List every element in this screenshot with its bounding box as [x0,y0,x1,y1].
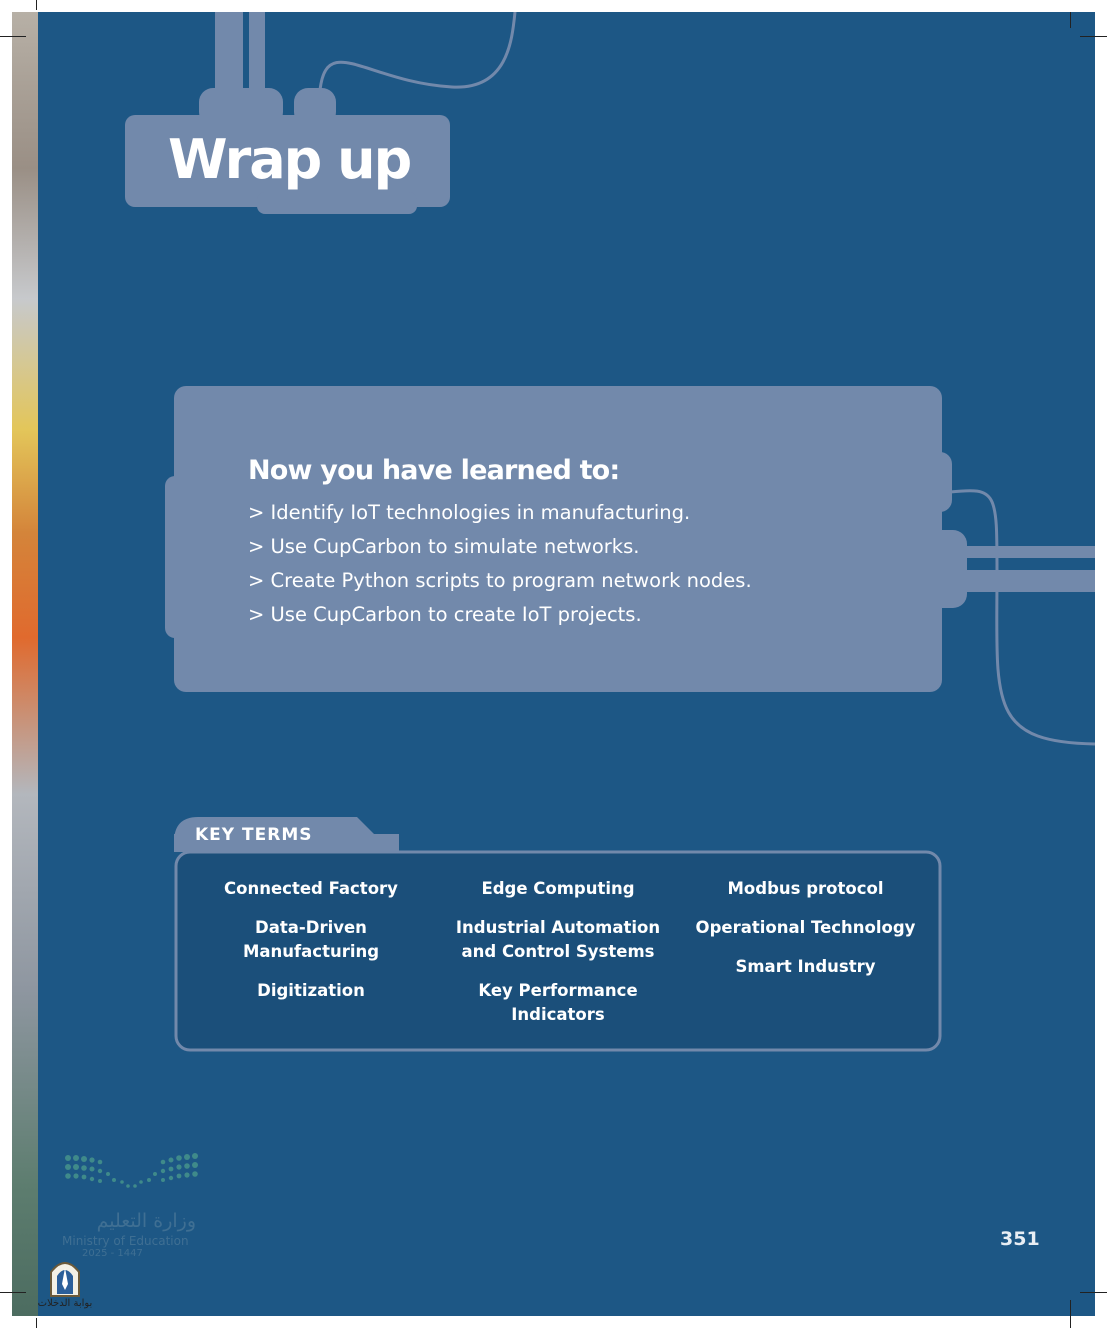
logo-arabic-text: وزارة التعليم [96,1210,196,1232]
crop-mark [1070,12,1071,28]
crop-mark [1070,1300,1071,1328]
logo-years-text: 2025 - 1447 [82,1248,143,1259]
learned-panel [248,455,888,632]
stamp-icon [45,1254,85,1298]
crop-mark [36,1318,37,1328]
page [12,12,1095,1316]
page-title: Wrap up [168,128,411,191]
key-term: Connected Factory [224,879,398,898]
key-term: Smart Industry [735,957,876,976]
logo-english-text: Ministry of Education [62,1234,189,1248]
crop-mark [36,0,37,10]
learned-list [248,496,888,632]
crop-mark [0,1292,26,1293]
ministry-logo [62,1150,202,1259]
key-terms-column [668,877,943,994]
key-terms-label: KEY TERMS [195,825,313,845]
page-number: 351 [1000,1228,1040,1250]
crop-mark [0,36,26,37]
crop-mark [1080,36,1107,37]
learned-item: > Identify IoT technologies in manufacturing. [248,501,691,524]
key-term: Modbus protocol [727,879,884,898]
key-terms-column [433,877,683,1042]
learned-item: > Use CupCarbon to simulate networks. [248,535,640,558]
key-terms-column [186,877,436,1018]
learned-item: > Use CupCarbon to create IoT projects. [248,603,642,626]
key-term: Edge Computing [481,879,635,898]
key-term: Key Performance Indicators [478,981,638,1024]
key-term: Operational Technology [695,918,916,937]
decorative-graphics [12,12,1095,1316]
learned-item: > Create Python scripts to program network nodes. [248,569,752,592]
key-term: Industrial Automation and Control Systems [455,918,661,961]
learned-heading: Now you have learned to: [248,455,620,486]
stamp-text: بوابة الدخلات [37,1298,93,1309]
stamp [30,1254,100,1309]
key-term: Digitization [257,981,365,1000]
key-term: Data-Driven Manufacturing [242,918,380,961]
crop-mark [1080,1292,1107,1293]
ministry-logo-icon [62,1150,202,1200]
